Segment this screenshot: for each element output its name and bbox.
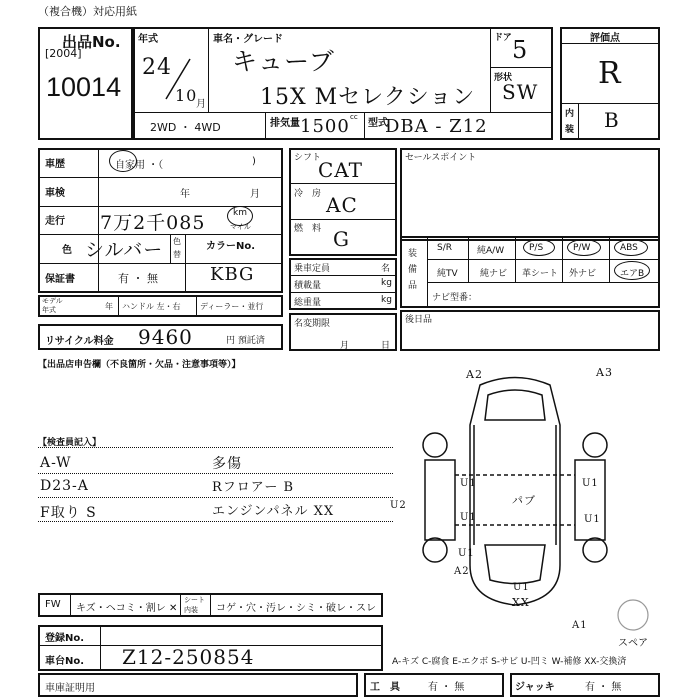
doors-value: 5 [512, 36, 529, 64]
form-title: （複合機）対応用紙 [38, 5, 137, 18]
equip-ext-navi: 外ナビ [569, 269, 597, 279]
recycle-unit: 円 預託済 [226, 336, 265, 346]
warranty-options: 有 ・ 無 [118, 272, 158, 285]
color-change-top: 色 [173, 237, 181, 246]
mileage-unit-mile: マイル [230, 223, 251, 231]
equip-tv: 純TV [437, 269, 458, 279]
inspector-left-3: F取り S [40, 505, 97, 521]
equip-airbag: エアB [620, 269, 645, 279]
inspector-right-2: Rフロアー B [212, 480, 295, 495]
equipment-label: 装備品 [408, 249, 418, 291]
equip-sr: S/R [437, 243, 452, 253]
color-code-value: KBG [210, 264, 255, 285]
tools-label: 工 具 [370, 682, 400, 693]
equip-navi: 純ナビ [480, 269, 508, 279]
equip-airbag-circle [614, 261, 650, 280]
inspection-year: 年 [180, 189, 190, 200]
name-change-day: 日 [381, 341, 391, 351]
weight-unit: kg [381, 295, 392, 305]
weight-label: 総重量 [294, 298, 322, 308]
equip-ps-circle [523, 239, 555, 256]
sales-point-label: セールスポイント [405, 153, 477, 163]
registration-label: 登録No. [45, 633, 85, 644]
recycle-value: 9460 [138, 325, 193, 349]
mark-a1-rear: A1 [572, 620, 588, 631]
doors-label: ドア [494, 33, 512, 43]
type-value: DBA - Z12 [385, 116, 488, 137]
history-label: 車歴 [45, 159, 65, 170]
mark-xx-rear: XX [512, 596, 530, 609]
model-year-year: 年 [105, 302, 113, 311]
capacity-label: 乗車定員 [294, 264, 331, 274]
equip-abs: ABS [620, 243, 638, 253]
inspector-left-2: D23-A [40, 478, 89, 494]
mark-u1-rear: U1 [513, 582, 530, 593]
chassis-label: 車台No. [45, 656, 85, 667]
recycle-label: リサイクル料金 [45, 336, 114, 347]
model-year-label-bottom: 年式 [42, 306, 56, 314]
mark-u2-side: U2 [390, 500, 407, 511]
mileage-label: 走行 [45, 216, 65, 227]
displacement-label: 排気量 [270, 118, 300, 129]
ac-label: 冷 房 [294, 189, 322, 199]
score-value: R [598, 56, 622, 91]
interior-value: B [604, 108, 620, 132]
warranty-label: 保証書 [45, 274, 75, 285]
inspector-left-1: A-W [40, 455, 72, 471]
name-change-month: 月 [340, 341, 350, 351]
history-circle [109, 150, 137, 172]
equip-aw: 純A/W [477, 246, 505, 256]
year-value: 24 [142, 55, 172, 80]
jack-label: ジャッキ [515, 682, 555, 693]
legend-fw: FW [45, 599, 61, 610]
year-label: 年式 [138, 34, 158, 45]
shape-value: SW [502, 80, 539, 104]
load-label: 積載量 [294, 281, 322, 291]
capacity-unit: 名 [381, 264, 391, 274]
mark-u1-d: U1 [584, 514, 601, 525]
equip-pw: P/W [573, 243, 591, 253]
damage-codes: A-キズ C-腐食 E-エクボ S-サビ U-凹ミ W-補修 XX-交換済 [392, 657, 627, 667]
model-year-label-top: モデル [42, 297, 63, 305]
color-label: 色 [62, 245, 72, 256]
model-year-handle: ハンドル 左・右 [122, 302, 181, 311]
model-name: キューブ [232, 47, 335, 76]
mark-u1-a: U1 [460, 478, 477, 489]
inspection-month: 月 [250, 189, 260, 200]
mark-u1-b: U1 [460, 512, 477, 523]
chassis-value: Z12-250854 [122, 645, 255, 669]
lot-number: 10014 [46, 72, 122, 102]
mark-a2-bottom: A2 [454, 566, 470, 577]
fuel-label: 燃 料 [294, 224, 322, 234]
mark-a3-top: A3 [596, 366, 613, 379]
shift-value: CAT [318, 158, 363, 182]
type-label: 型式 [368, 118, 388, 129]
inspection-label: 車検 [45, 188, 65, 199]
model-year-dealer: ディーラー・並行 [200, 302, 264, 311]
spare-tire-icon [616, 598, 650, 632]
month-suffix: 月 [196, 99, 206, 110]
mileage-value: 7万2千085 [100, 212, 206, 234]
notes-box [400, 310, 660, 351]
legend-items: キズ・ヘコミ・割レ ✕ [76, 603, 178, 614]
load-unit: kg [381, 278, 392, 288]
legend-seat-items: コゲ・穴・汚レ・シミ・破レ・スレ [216, 603, 376, 614]
legend-seat-bottom: 内装 [184, 606, 198, 614]
month-value: 10 [175, 86, 198, 105]
interior-label-bottom: 装 [565, 125, 575, 135]
score-label: 評価点 [590, 33, 620, 44]
cert-label: 車庫証明用 [45, 683, 95, 694]
equip-leather: 革シート [522, 269, 559, 279]
history-options: 自家用 ・（ [115, 160, 164, 171]
interior-label-top: 内 [565, 109, 575, 119]
color-value: シルバー [85, 239, 164, 261]
spare-label: スペア [618, 638, 648, 649]
model-label: 車名・グレード [213, 34, 283, 45]
mark-u1-c: U1 [582, 478, 599, 489]
declaration-label: 【出品店申告欄（不良箇所・欠品・注意事項等）】 [38, 360, 241, 370]
equip-abs-circle [614, 239, 648, 256]
lot-label: 出品No. [62, 33, 121, 51]
drive-value: 2WD ・ 4WD [150, 121, 221, 134]
tools-options: 有 ・ 無 [428, 682, 465, 693]
mark-u1-e: U1 [458, 548, 475, 559]
legend-seat-top: シート [184, 596, 205, 604]
mark-a2-top: A2 [466, 368, 483, 381]
displacement-unit: cc [350, 113, 358, 121]
notes-label: 後日品 [405, 315, 433, 325]
lot-year-tag: [2004] [45, 47, 82, 60]
nav-model-label: ナビ型番： [432, 293, 478, 303]
color-change-bottom: 替 [173, 250, 181, 259]
mark-pubu: パブ [512, 494, 536, 507]
shape-label: 形状 [494, 73, 513, 83]
mileage-unit-km: km [233, 208, 247, 218]
name-change-label: 名変期限 [294, 319, 331, 329]
shift-label: シフト [294, 153, 322, 163]
inspector-label: 【検査員記入】 [38, 438, 102, 448]
ac-value: AC [326, 193, 358, 217]
inspector-right-1: 多傷 [212, 456, 242, 472]
displacement-value: 1500 [300, 116, 350, 137]
fuel-value: G [333, 227, 350, 251]
model-grade: 15X Mセレクション [260, 85, 476, 110]
color-code-label: カラーNo. [206, 241, 256, 252]
equip-ps: P/S [529, 243, 544, 253]
inspector-right-3: エンジンパネル XX [212, 504, 335, 519]
equip-pw-circle [567, 239, 601, 256]
history-close: ) [252, 156, 256, 167]
jack-options: 有 ・ 無 [585, 682, 622, 693]
